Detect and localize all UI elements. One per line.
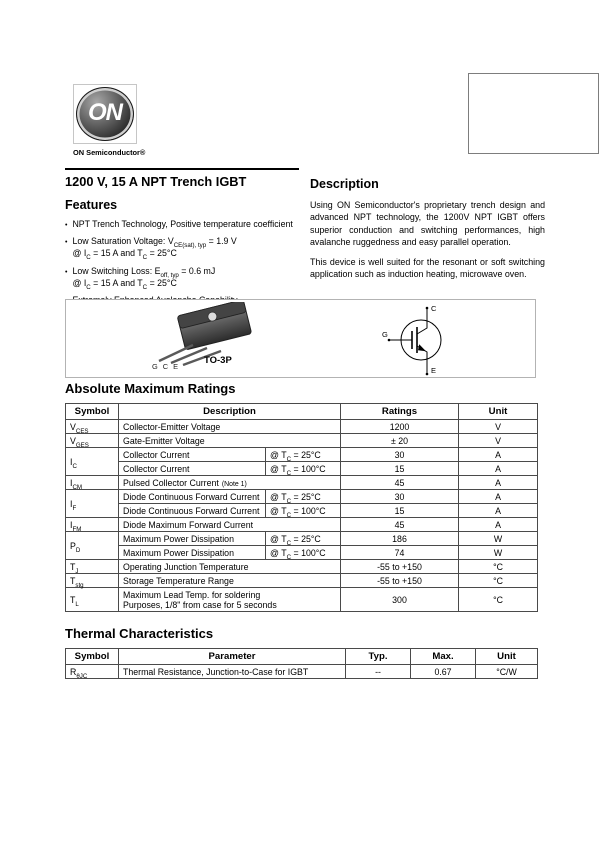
description-cell: Operating Junction Temperature <box>119 560 341 574</box>
symbol-pin-c-label: C <box>431 304 437 313</box>
description-cell <box>119 476 341 490</box>
table-row-icm <box>66 476 538 490</box>
description-line-1: Maximum Lead Temp. for soldering <box>123 589 261 600</box>
unit-cell: W <box>459 546 538 560</box>
condition-cell: @ $T_C = 25^\circ C$ <box>266 490 341 504</box>
condition-cell: @ $T_C = 100^\circ C$ <box>266 546 341 560</box>
col-header-unit: Unit <box>459 404 538 420</box>
table-row-vges <box>66 434 538 448</box>
description-cell: Maximum Power Dissipation <box>119 532 266 546</box>
package-name: TO-3P <box>204 355 232 366</box>
bullet-icon: • <box>65 222 68 229</box>
rating-cell: 15 <box>341 462 459 476</box>
features-heading: Features <box>65 198 118 212</box>
description-paragraph-2: This device is well suited for the resonant or soft switching application such as induction heating, microwave oven. <box>310 257 545 280</box>
right-column <box>310 177 545 289</box>
table-row-if-100 <box>66 504 538 518</box>
unit-cell: W <box>459 532 538 546</box>
description-heading: Description <box>310 177 379 191</box>
page-title: 1200 V, 15 A NPT Trench IGBT <box>65 168 299 189</box>
col-header-ratings: Ratings <box>341 404 459 420</box>
col-header-symbol: Symbol <box>66 404 119 420</box>
symbol-cell: $V_{GES}$ <box>66 434 119 448</box>
feature-item <box>65 219 299 231</box>
table-row-if-25 <box>66 490 538 504</box>
logo-frame <box>73 84 137 144</box>
rating-cell: 15 <box>341 504 459 518</box>
table-row-pd-25 <box>66 532 538 546</box>
parameter-cell: Thermal Resistance, Junction-to-Case for IGBT <box>119 665 346 679</box>
description-text: Pulsed Collector Current <box>123 477 219 488</box>
col-header-parameter: Parameter <box>119 649 346 665</box>
thermal-heading: Thermal Characteristics <box>65 626 214 641</box>
unit-cell: A <box>459 518 538 532</box>
rating-cell: ± 20 <box>341 434 459 448</box>
left-column <box>65 168 299 313</box>
symbol-cell: $R_{\theta JC}$ <box>66 665 119 679</box>
condition-cell: @ $T_C = 25^\circ C$ <box>266 532 341 546</box>
description-cell: Gate-Emitter Voltage <box>119 434 341 448</box>
rating-cell: -55 to +150 <box>341 574 459 588</box>
col-header-typ: Typ. <box>346 649 411 665</box>
symbol-cell: $T_L$ <box>66 588 119 612</box>
symbol-cell: $I_{CM}$ <box>66 476 119 490</box>
rating-cell: 30 <box>341 448 459 462</box>
max-cell: 0.67 <box>411 665 476 679</box>
description-cell: Collector Current <box>119 448 266 462</box>
description-cell: Diode Maximum Forward Current <box>119 518 341 532</box>
rating-cell: 45 <box>341 476 459 490</box>
table-row-tj <box>66 560 538 574</box>
note-reference: (Note 1) <box>221 480 247 488</box>
description-cell: Storage Temperature Range <box>119 574 341 588</box>
unit-cell: A <box>459 476 538 490</box>
feature-item <box>65 236 299 260</box>
rating-cell: 74 <box>341 546 459 560</box>
description-paragraph-1: Using ON Semiconductor's proprietary trench design and advanced NPT technology, the 1200V NPT IGBT offers superior conduction and switching performances, high avalanche ruggedness and easy parallel operation. <box>310 200 545 247</box>
absolute-maximum-ratings-table <box>65 403 538 612</box>
col-header-description: Description <box>119 404 341 420</box>
symbol-pin-e-label: E <box>431 366 437 375</box>
pin-label-c: C <box>162 362 169 371</box>
feature-text: NPT Trench Technology, Positive temperature coefficient <box>72 219 293 229</box>
symbol-cell: $V_{CES}$ <box>66 420 119 434</box>
table-row-tstg <box>66 574 538 588</box>
feature-item <box>65 266 299 290</box>
symbol-cell: $T_{stg}$ <box>66 574 119 588</box>
unit-cell: A <box>459 448 538 462</box>
table-row-pd-100 <box>66 546 538 560</box>
thermal-characteristics-table <box>65 648 538 679</box>
condition-cell: @ $T_C = 100^\circ C$ <box>266 504 341 518</box>
table-row-ifm <box>66 518 538 532</box>
col-header-max: Max. <box>411 649 476 665</box>
pin-label-g: G <box>152 362 158 371</box>
feature-text: @ $I_C = 15$ A and $T_C = 25^\circ C$ <box>72 248 177 262</box>
unit-cell: V <box>459 434 538 448</box>
pin-label-e: E <box>173 362 179 371</box>
rating-cell: -55 to +150 <box>341 560 459 574</box>
rating-cell: 1200 <box>341 420 459 434</box>
package-figure-box <box>65 299 536 378</box>
symbol-cell: $I_C$ <box>66 448 119 476</box>
unit-cell: °C <box>459 560 538 574</box>
table-row-rthjc <box>66 665 538 679</box>
symbol-pin-g-label: G <box>382 330 388 339</box>
description-cell: Maximum Power Dissipation <box>119 546 266 560</box>
symbol-cell: $I_F$ <box>66 490 119 518</box>
igbt-symbol <box>381 301 461 378</box>
table-row-ic-25 <box>66 448 538 462</box>
thermal-section <box>65 626 537 679</box>
unit-cell: V <box>459 420 538 434</box>
on-logo-monogram: ON <box>88 99 122 126</box>
unit-cell: A <box>459 490 538 504</box>
symbol-cell: $P_D$ <box>66 532 119 560</box>
condition-cell: @ $T_C = 100^\circ C$ <box>266 462 341 476</box>
feature-text: Low Saturation Voltage: $V_{CE(sat), typ} = 1.9$ V <box>72 236 237 250</box>
condition-cell: @ $T_C = 25^\circ C$ <box>266 448 341 462</box>
unit-cell: °C <box>459 574 538 588</box>
symbol-cell: $I_{FM}$ <box>66 518 119 532</box>
brand-name: ON Semiconductor® <box>73 148 146 157</box>
table-row-vces <box>66 420 538 434</box>
rating-cell: 186 <box>341 532 459 546</box>
description-line-2: Purposes, 1/8" from case for 5 seconds <box>123 599 277 610</box>
bullet-icon: • <box>65 239 68 247</box>
rating-cell: 300 <box>341 588 459 612</box>
description-cell: Collector-Emitter Voltage <box>119 420 341 434</box>
table-row-ic-100 <box>66 462 538 476</box>
rating-cell: 30 <box>341 490 459 504</box>
description-cell: Diode Continuous Forward Current <box>119 490 266 504</box>
feature-text: @ $I_C = 15$ A and $T_C = 25^\circ C$ <box>72 277 177 291</box>
col-header-unit: Unit <box>476 649 538 665</box>
col-header-symbol: Symbol <box>66 649 119 665</box>
unit-cell: A <box>459 462 538 476</box>
to-3p-package-drawing <box>121 302 271 366</box>
table-row-tl <box>66 588 538 612</box>
symbol-cell: $T_J$ <box>66 560 119 574</box>
package-pin-labels <box>152 362 178 371</box>
feature-text: Low Switching Loss: $E_{off, typ} = 0.6$ mJ <box>72 265 216 279</box>
on-logo-icon <box>76 87 134 141</box>
part-number-box <box>468 73 599 154</box>
rating-cell: 45 <box>341 518 459 532</box>
unit-cell: A <box>459 504 538 518</box>
ratings-section <box>65 381 537 679</box>
bullet-icon: • <box>65 268 68 276</box>
description-cell: Diode Continuous Forward Current <box>119 504 266 518</box>
description-cell: Collector Current <box>119 462 266 476</box>
on-semiconductor-logo <box>73 84 146 157</box>
unit-cell: °C <box>459 588 538 612</box>
unit-cell: °C/W <box>476 665 538 679</box>
description-cell <box>119 588 341 612</box>
table-header-row <box>66 404 538 420</box>
amr-heading: Absolute Maximum Ratings <box>65 381 236 396</box>
typ-cell: -- <box>346 665 411 679</box>
table-header-row <box>66 649 538 665</box>
